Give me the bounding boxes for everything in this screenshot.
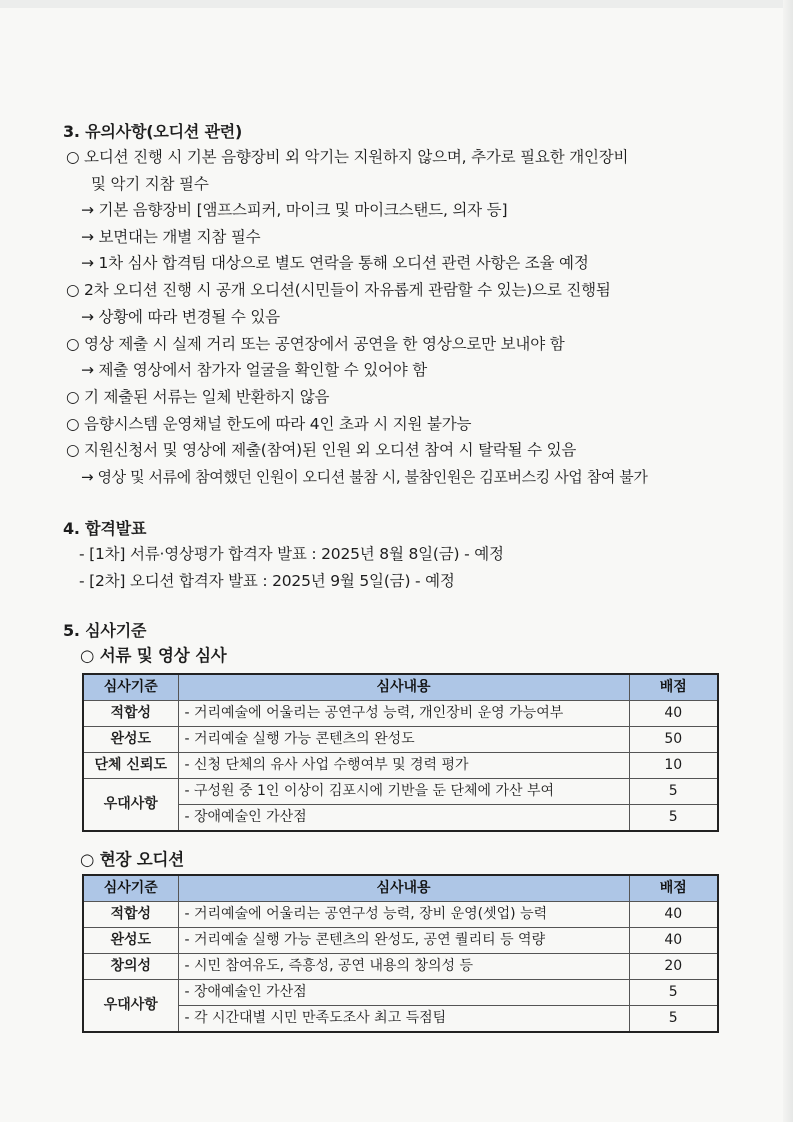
table-row xyxy=(83,701,718,727)
section3-line-13: → 영상 및 서류에 참여했던 인원이 오디션 불참 시, 불참인원은 김포버스킹 사업 참여 불가 xyxy=(81,468,648,486)
table-row xyxy=(83,779,718,805)
section3-line-6: ○ 2차 오디션 진행 시 공개 오디션(시민들이 자유롭게 관람할 수 있는)으로 진행됨 xyxy=(66,281,611,299)
page-edge-top xyxy=(0,0,793,8)
screening-table-audition xyxy=(82,874,719,1033)
table-row xyxy=(83,928,718,954)
table-header-row xyxy=(83,674,718,701)
criterion-cell: 완성도 xyxy=(83,727,178,753)
section3-line-3: → 기본 음향장비 [앰프스피커, 마이크 및 마이크스탠드, 의자 등] xyxy=(81,201,508,219)
section3-line-5: → 1차 심사 합격팀 대상으로 별도 연락을 통해 오디션 관련 사항은 조율 예정 xyxy=(81,254,589,272)
section4-line-1: - [1차] 서류·영상평가 합격자 발표 : 2025년 8월 8일(금) - 예정 xyxy=(79,545,504,563)
table-row xyxy=(83,727,718,753)
table-row xyxy=(83,954,718,980)
criterion-cell: 단체 신뢰도 xyxy=(83,753,178,779)
score-cell: 10 xyxy=(629,753,718,779)
score-cell: 5 xyxy=(629,1006,718,1033)
content-cell: - 신청 단체의 유사 사업 수행여부 및 경력 평가 xyxy=(178,753,629,779)
section4-title: 4. 합격발표 xyxy=(63,519,147,538)
content-cell: - 각 시간대별 시민 만족도조사 최고 득점팀 xyxy=(178,1006,629,1033)
criterion-cell: 적합성 xyxy=(83,701,178,727)
section3-title: 3. 유의사항(오디션 관련) xyxy=(63,122,243,141)
content-cell: - 거리예술에 어울리는 공연구성 능력, 개인장비 운영 가능여부 xyxy=(178,701,629,727)
section3-line-9: → 제출 영상에서 참가자 얼굴을 확인할 수 있어야 함 xyxy=(81,361,428,379)
section3-line-7: → 상황에 따라 변경될 수 있음 xyxy=(81,308,280,326)
table-row xyxy=(83,1006,718,1033)
section3-line-11: ○ 음향시스템 운영채널 한도에 따라 4인 초과 시 지원 불가능 xyxy=(66,415,472,433)
content-cell: - 거리예술 실행 가능 콘텐츠의 완성도 xyxy=(178,727,629,753)
section3-line-8: ○ 영상 제출 시 실제 거리 또는 공연장에서 공연을 한 영상으로만 보내야 함 xyxy=(66,335,565,353)
criterion-cell: 창의성 xyxy=(83,954,178,980)
table-row xyxy=(83,805,718,832)
content-cell: - 거리예술에 어울리는 공연구성 능력, 장비 운영(셋업) 능력 xyxy=(178,902,629,928)
content-cell: - 거리예술 실행 가능 콘텐츠의 완성도, 공연 퀄리티 등 역량 xyxy=(178,928,629,954)
section4-line-2: - [2차] 오디션 합격자 발표 : 2025년 9월 5일(금) - 예정 xyxy=(79,572,455,590)
criterion-cell: 우대사항 xyxy=(83,779,178,832)
content-cell: - 구성원 중 1인 이상이 김포시에 기반을 둔 단체에 가산 부여 xyxy=(178,779,629,805)
section3-line-4: → 보면대는 개별 지참 필수 xyxy=(81,228,261,246)
table-row xyxy=(83,980,718,1006)
criterion-cell: 우대사항 xyxy=(83,980,178,1033)
content-cell: - 장애예술인 가산점 xyxy=(178,980,629,1006)
score-cell: 5 xyxy=(629,980,718,1006)
score-cell: 5 xyxy=(629,805,718,832)
table2-subtitle: ○ 현장 오디션 xyxy=(80,850,184,869)
header-criterion: 심사기준 xyxy=(83,875,178,902)
header-score: 배점 xyxy=(629,674,718,701)
section3-line-1: ○ 오디션 진행 시 기본 음향장비 외 악기는 지원하지 않으며, 추가로 필요한 개인장비 xyxy=(66,148,629,166)
header-content: 심사내용 xyxy=(178,674,629,701)
header-score: 배점 xyxy=(629,875,718,902)
content-cell: - 장애예술인 가산점 xyxy=(178,805,629,832)
table1-subtitle: ○ 서류 및 영상 심사 xyxy=(80,646,227,665)
page-edge-right xyxy=(783,0,793,1122)
section3-line-10: ○ 기 제출된 서류는 일체 반환하지 않음 xyxy=(66,388,330,406)
content-cell: - 시민 참여유도, 즉흥성, 공연 내용의 창의성 등 xyxy=(178,954,629,980)
section3-line-12: ○ 지원신청서 및 영상에 제출(참여)된 인원 외 오디션 참여 시 탈락될 수 있음 xyxy=(66,441,577,459)
score-cell: 40 xyxy=(629,928,718,954)
table-row xyxy=(83,902,718,928)
table-header-row xyxy=(83,875,718,902)
score-cell: 40 xyxy=(629,701,718,727)
section3-line-2: 및 악기 지참 필수 xyxy=(91,175,209,193)
table-row xyxy=(83,753,718,779)
criterion-cell: 완성도 xyxy=(83,928,178,954)
criterion-cell: 적합성 xyxy=(83,902,178,928)
score-cell: 40 xyxy=(629,902,718,928)
screening-table-documents xyxy=(82,673,719,832)
score-cell: 20 xyxy=(629,954,718,980)
section5-title: 5. 심사기준 xyxy=(63,621,147,640)
score-cell: 5 xyxy=(629,779,718,805)
header-criterion: 심사기준 xyxy=(83,674,178,701)
score-cell: 50 xyxy=(629,727,718,753)
header-content: 심사내용 xyxy=(178,875,629,902)
